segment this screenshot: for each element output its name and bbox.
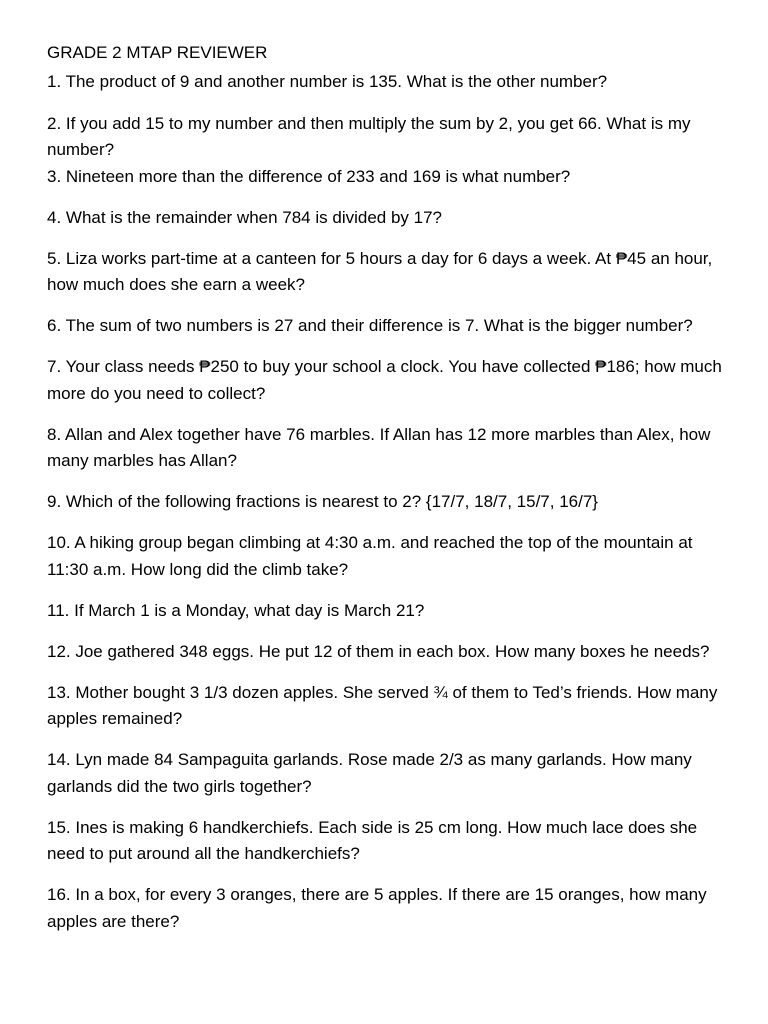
question-13: 13. Mother bought 3 1/3 dozen apples. She served ¾ of them to Ted’s friends. How many apples remained? — [47, 682, 718, 728]
question-6: 6. The sum of two numbers is 27 and their difference is 7. What is the bigger number? — [47, 316, 693, 335]
question-5: 5. Liza works part-time at a canteen for 5 hours a day for 6 days a week. At ₱45 an hour, how much does she earn a week? — [47, 248, 713, 294]
question-15: 15. Ines is making 6 handkerchiefs. Each side is 25 cm long. How much lace does she need to put around all the handkerchiefs? — [47, 817, 698, 863]
question-2: 2. If you add 15 to my number and then multiply the sum by 2, you get 66. What is my number? — [47, 113, 691, 159]
question-10: 10. A hiking group began climbing at 4:30 a.m. and reached the top of the mountain at 11:30 a.m. How long did the climb take? — [47, 533, 693, 579]
question-16: 16. In a box, for every 3 oranges, there are 5 apples. If there are 15 oranges, how many apples are there? — [47, 885, 707, 931]
question-4: 4. What is the remainder when 784 is divided by 17? — [47, 207, 443, 227]
document-page — [47, 41, 727, 950]
question-7: 7. Your class needs ₱250 to buy your school a clock. You have collected ₱186; how much more do you need to collect? — [47, 357, 722, 403]
question-1: 1. The product of 9 and another number is 135. What is the other number? — [47, 72, 608, 91]
question-11: 11. If March 1 is a Monday, what day is March 21? — [47, 600, 425, 620]
question-3: 3. Nineteen more than the difference of 233 and 169 is what number? — [47, 166, 571, 186]
question-12: 12. Joe gathered 348 eggs. He put 12 of them in each box. How many boxes he needs? — [47, 641, 710, 661]
document-title: GRADE 2 MTAP REVIEWER — [47, 43, 268, 62]
question-14: 14. Lyn made 84 Sampaguita garlands. Rose made 2/3 as many garlands. How many garlands did the two girls together? — [47, 750, 692, 796]
question-9: 9. Which of the following fractions is nearest to 2? {17/7, 18/7, 15/7, 16/7} — [47, 492, 598, 511]
question-8: 8. Allan and Alex together have 76 marbles. If Allan has 12 more marbles than Alex, how many marbles has Allan? — [47, 424, 711, 470]
